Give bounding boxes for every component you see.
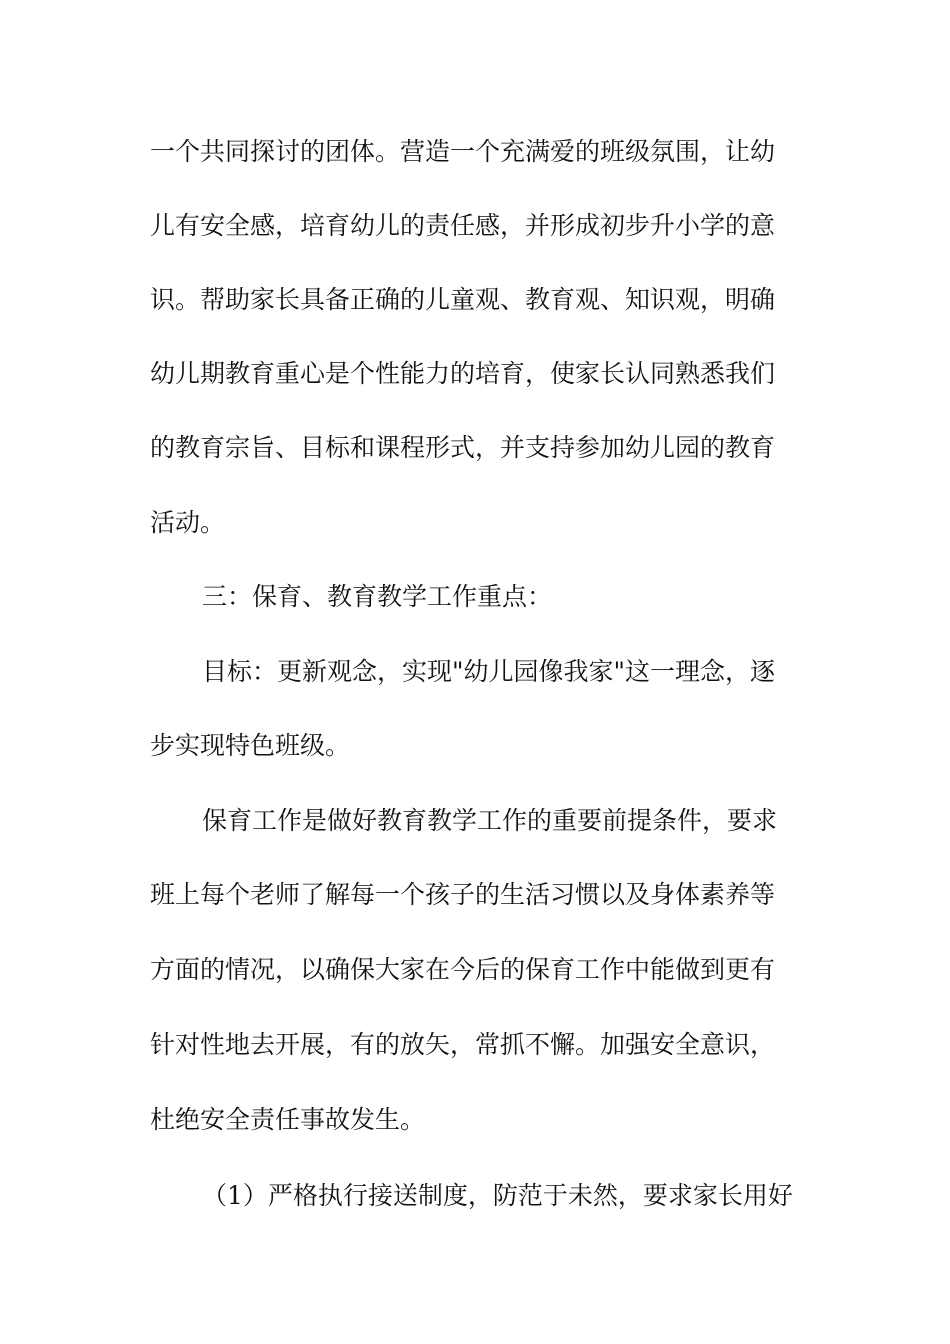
paragraph-line: 目标：更新观念，实现"幼儿园像我家"这一理念，逐 [202, 657, 776, 686]
paragraph-line: 儿有安全感，培育幼儿的责任感，并形成初步升小学的意 [150, 211, 776, 240]
paragraph-line: 班上每个老师了解每一个孩子的生活习惯以及身体素养等 [150, 880, 776, 909]
paragraph-line: 幼儿期教育重心是个性能力的培育，使家长认同熟悉我们 [150, 359, 776, 388]
list-item-line: （1）严格执行接送制度，防范于未然，要求家长用好 [202, 1181, 793, 1210]
paragraph-line: 保育工作是做好教育教学工作的重要前提条件，要求 [202, 806, 778, 835]
paragraph-line: 针对性地去开展，有的放矢，常抓不懈。加强安全意识， [150, 1030, 776, 1059]
paragraph-line: 一个共同探讨的团体。营造一个充满爱的班级氛围，让幼 [150, 137, 776, 166]
paragraph-line: 识。帮助家长具备正确的儿童观、教育观、知识观，明确 [150, 285, 776, 314]
paragraph-line: 活动。 [150, 508, 226, 537]
paragraph-line: 步实现特色班级。 [150, 731, 351, 760]
section-heading: 三：保育、教育教学工作重点： [202, 582, 553, 611]
paragraph-line: 杜绝安全责任事故发生。 [150, 1105, 426, 1134]
paragraph-line: 方面的情况，以确保大家在今后的保育工作中能做到更有 [150, 955, 776, 984]
paragraph-line: 的教育宗旨、目标和课程形式，并支持参加幼儿园的教育 [150, 433, 776, 462]
